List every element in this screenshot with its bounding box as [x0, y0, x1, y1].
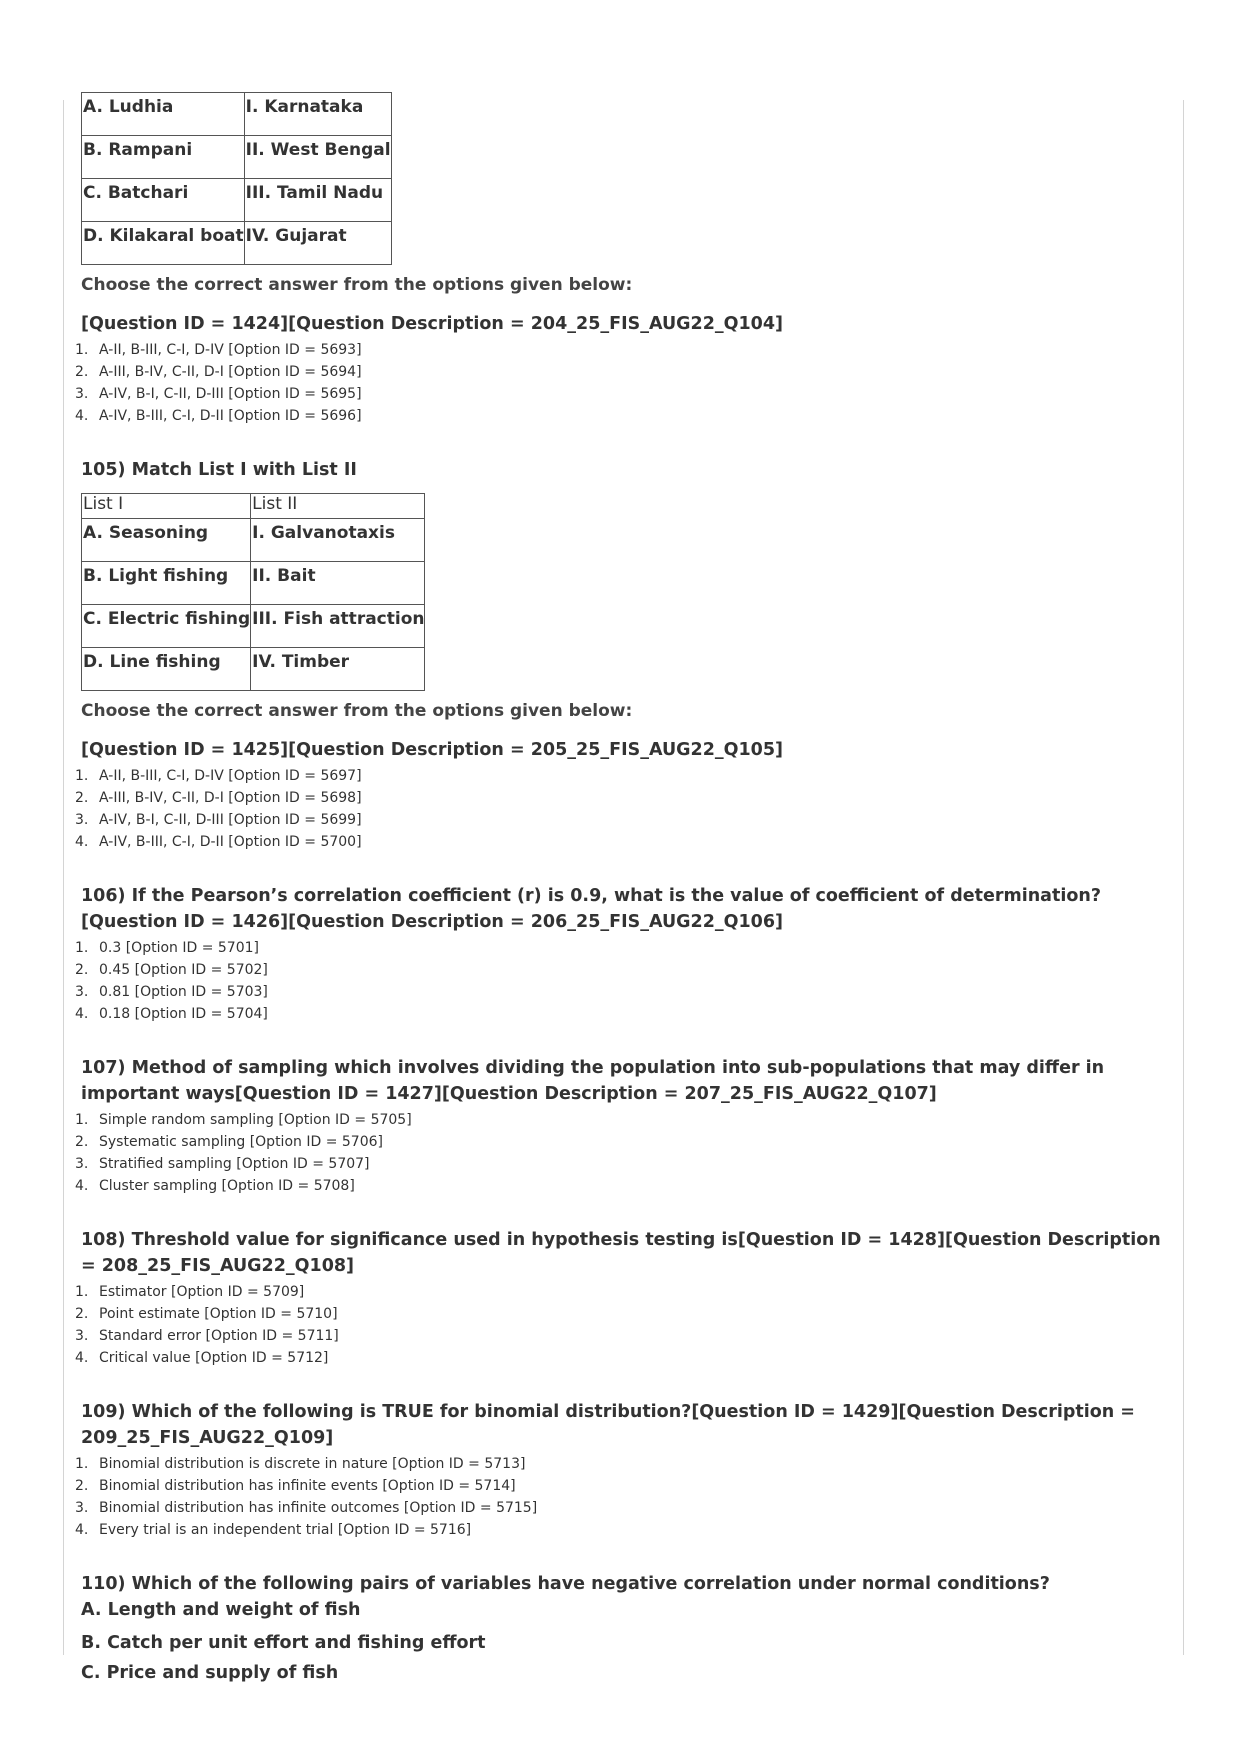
question-title: 106) If the Pearson’s correlation coefficient (r) is 0.9, what is the value of coefficient of determination?[Question ID = 1426][Question Description = 206_25_FIS_AUG22_Q106]	[81, 886, 1101, 932]
option-text: Binomial distribution is discrete in nature [Option ID = 5713]	[99, 1456, 526, 1472]
option-text: A-IV, B-III, C-I, D-II [Option ID = 5696]	[99, 408, 362, 424]
option-text: Standard error [Option ID = 5711]	[99, 1328, 339, 1344]
option-text: A-III, B-IV, C-II, D-I [Option ID = 5694]	[99, 364, 362, 380]
question-107	[75, 1055, 1171, 1197]
option-text: A-IV, B-I, C-II, D-III [Option ID = 5695]	[99, 386, 362, 402]
instruction-text: Choose the correct answer from the options given below:	[81, 275, 633, 295]
option-item[interactable]	[75, 383, 1171, 405]
option-number: 4.	[75, 1522, 89, 1538]
list2-cell: I. Karnataka	[244, 93, 391, 136]
question-meta: [Question ID = 1425][Question Description = 205_25_FIS_AUG22_Q105]	[81, 740, 784, 760]
question-meta: [Question ID = 1424][Question Description = 204_25_FIS_AUG22_Q104]	[81, 314, 784, 334]
option-item[interactable]	[75, 1519, 1171, 1541]
option-item[interactable]	[75, 405, 1171, 427]
document-content	[75, 97, 1171, 1683]
options-list	[75, 1453, 1171, 1541]
option-text: 0.18 [Option ID = 5704]	[99, 1006, 268, 1022]
option-number: 2.	[75, 364, 89, 380]
option-item[interactable]	[75, 1453, 1171, 1475]
option-number: 1.	[75, 342, 89, 358]
option-number: 1.	[75, 1284, 89, 1300]
option-text: Stratified sampling [Option ID = 5707]	[99, 1156, 370, 1172]
option-item[interactable]	[75, 1003, 1171, 1025]
option-number: 2.	[75, 790, 89, 806]
option-item[interactable]	[75, 937, 1171, 959]
option-item[interactable]	[75, 1281, 1171, 1303]
option-number: 1.	[75, 940, 89, 956]
option-number: 4.	[75, 408, 89, 424]
question-108	[75, 1227, 1171, 1369]
option-text: Estimator [Option ID = 5709]	[99, 1284, 305, 1300]
statement-item: A. Length and weight of fish	[81, 1600, 361, 1620]
match-table-q105	[81, 493, 425, 691]
list2-cell: I. Galvanotaxis	[251, 519, 425, 562]
option-text: Cluster sampling [Option ID = 5708]	[99, 1178, 355, 1194]
spacer	[81, 1025, 1171, 1055]
option-number: 3.	[75, 1156, 89, 1172]
option-number: 3.	[75, 1500, 89, 1516]
option-text: Binomial distribution has infinite events [Option ID = 5714]	[99, 1478, 516, 1494]
option-item[interactable]	[75, 765, 1171, 787]
option-item[interactable]	[75, 1347, 1171, 1369]
list2-cell: II. West Bengal	[244, 136, 391, 179]
option-number: 2.	[75, 962, 89, 978]
option-number: 1.	[75, 1456, 89, 1472]
option-number: 2.	[75, 1134, 89, 1150]
option-text: Systematic sampling [Option ID = 5706]	[99, 1134, 383, 1150]
option-item[interactable]	[75, 1109, 1171, 1131]
question-title: 108) Threshold value for significance used in hypothesis testing is[Question ID = 1428][Question Description = 208_25_FIS_AUG22_Q108]	[81, 1230, 1161, 1276]
spacer	[81, 1197, 1171, 1227]
list2-cell: IV. Gujarat	[244, 222, 391, 265]
option-item[interactable]	[75, 831, 1171, 853]
options-list	[75, 937, 1171, 1025]
question-title: 109) Which of the following is TRUE for binomial distribution?[Question ID = 1429][Question Description = 209_25_FIS_AUG22_Q109]	[81, 1402, 1135, 1448]
question-110	[81, 1571, 1171, 1683]
option-text: Binomial distribution has infinite outcomes [Option ID = 5715]	[99, 1500, 538, 1516]
question-title: 105) Match List I with List II	[81, 460, 357, 480]
question-104	[75, 92, 1171, 427]
option-number: 2.	[75, 1478, 89, 1494]
table-row	[82, 562, 425, 605]
list2-cell: II. Bait	[251, 562, 425, 605]
option-text: A-III, B-IV, C-II, D-I [Option ID = 5698]	[99, 790, 362, 806]
option-item[interactable]	[75, 959, 1171, 981]
page-border-right	[1183, 100, 1184, 1655]
option-text: Simple random sampling [Option ID = 5705]	[99, 1112, 412, 1128]
question-title: 107) Method of sampling which involves dividing the population into sub-populations that may differ in important ways[Question ID = 1427][Question Description = 207_25_FIS_AUG22_Q107]	[81, 1058, 1105, 1104]
spacer	[81, 1541, 1171, 1571]
spacer	[81, 427, 1171, 457]
question-105	[75, 457, 1171, 853]
option-item[interactable]	[75, 1175, 1171, 1197]
list1-header: List I	[82, 494, 251, 519]
option-text: 0.3 [Option ID = 5701]	[99, 940, 259, 956]
option-text: A-II, B-III, C-I, D-IV [Option ID = 5697]	[99, 768, 362, 784]
page-border-left	[63, 100, 64, 1655]
option-number: 1.	[75, 768, 89, 784]
list1-cell: A. Seasoning	[82, 519, 251, 562]
option-text: 0.45 [Option ID = 5702]	[99, 962, 268, 978]
option-item[interactable]	[75, 361, 1171, 383]
option-item[interactable]	[75, 787, 1171, 809]
table-row	[82, 136, 392, 179]
instruction-text: Choose the correct answer from the options given below:	[81, 701, 633, 721]
question-109	[75, 1399, 1171, 1541]
list2-cell: IV. Timber	[251, 648, 425, 691]
options-list	[75, 1281, 1171, 1369]
option-number: 3.	[75, 812, 89, 828]
list2-header: List II	[251, 494, 425, 519]
list1-cell: C. Batchari	[82, 179, 245, 222]
option-item[interactable]	[75, 339, 1171, 361]
question-106	[75, 883, 1171, 1025]
table-row	[82, 93, 392, 136]
option-text: Point estimate [Option ID = 5710]	[99, 1306, 338, 1322]
spacer	[81, 853, 1171, 883]
option-item[interactable]	[75, 1153, 1171, 1175]
table-row	[82, 179, 392, 222]
option-text: Critical value [Option ID = 5712]	[99, 1350, 329, 1366]
options-list	[75, 339, 1171, 427]
list2-cell: III. Fish attraction	[251, 605, 425, 648]
statement-item: C. Price and supply of fish	[81, 1663, 339, 1683]
table-row	[82, 605, 425, 648]
statement-item: B. Catch per unit effort and fishing effort	[81, 1633, 486, 1653]
options-list	[75, 1109, 1171, 1197]
list1-cell: D. Kilakaral boat	[82, 222, 245, 265]
option-text: Every trial is an independent trial [Option ID = 5716]	[99, 1522, 472, 1538]
option-item[interactable]	[75, 1475, 1171, 1497]
option-item[interactable]	[75, 1303, 1171, 1325]
option-number: 2.	[75, 1306, 89, 1322]
list2-cell: III. Tamil Nadu	[244, 179, 391, 222]
list1-cell: B. Light fishing	[82, 562, 251, 605]
option-number: 4.	[75, 1178, 89, 1194]
list1-cell: A. Ludhia	[82, 93, 245, 136]
list1-cell: B. Rampani	[82, 136, 245, 179]
option-number: 3.	[75, 1328, 89, 1344]
option-number: 3.	[75, 386, 89, 402]
option-item[interactable]	[75, 809, 1171, 831]
table-row	[82, 519, 425, 562]
match-table-q104	[81, 92, 392, 265]
table-row	[82, 222, 392, 265]
option-text: A-II, B-III, C-I, D-IV [Option ID = 5693]	[99, 342, 362, 358]
option-number: 3.	[75, 984, 89, 1000]
option-item[interactable]	[75, 981, 1171, 1003]
option-number: 4.	[75, 1350, 89, 1366]
option-item[interactable]	[75, 1497, 1171, 1519]
question-title: 110) Which of the following pairs of variables have negative correlation under normal conditions?	[81, 1574, 1050, 1594]
option-number: 4.	[75, 834, 89, 850]
option-number: 1.	[75, 1112, 89, 1128]
list1-cell: C. Electric fishing	[82, 605, 251, 648]
option-item[interactable]	[75, 1131, 1171, 1153]
spacer	[81, 1369, 1171, 1399]
option-text: A-IV, B-III, C-I, D-II [Option ID = 5700]	[99, 834, 362, 850]
table-header-row	[82, 494, 425, 519]
option-item[interactable]	[75, 1325, 1171, 1347]
option-text: 0.81 [Option ID = 5703]	[99, 984, 268, 1000]
table-row	[82, 648, 425, 691]
options-list	[75, 765, 1171, 853]
list1-cell: D. Line fishing	[82, 648, 251, 691]
option-number: 4.	[75, 1006, 89, 1022]
option-text: A-IV, B-I, C-II, D-III [Option ID = 5699]	[99, 812, 362, 828]
